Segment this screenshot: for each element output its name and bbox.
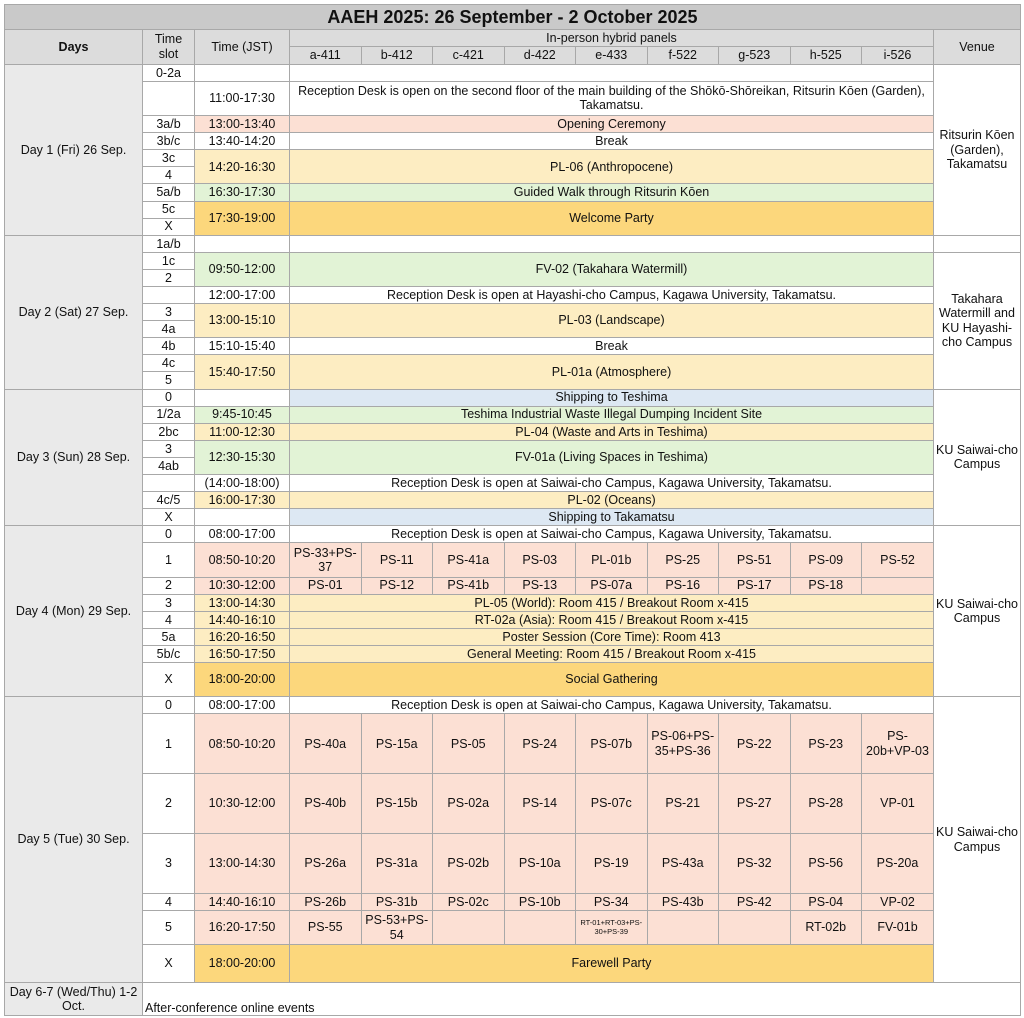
panel-cell: PL-01b (576, 543, 648, 577)
session-time: 14:40-16:10 (195, 893, 290, 910)
after-conference-events: After-conference online events (145, 1000, 315, 1015)
session-block (290, 64, 934, 81)
panel-cell: PS-43b (647, 893, 719, 910)
time-slot: X (143, 218, 195, 235)
session-time (195, 235, 290, 252)
panel-cell: PS-15a (361, 714, 433, 774)
panel-cell: PS-33+PS-37 (290, 543, 362, 577)
panel-cell: PS-27 (719, 774, 791, 834)
session-time: 11:00-17:30 (195, 81, 290, 115)
panel-cell: RT-02b (790, 910, 862, 944)
panel-cell: PS-01 (290, 577, 362, 594)
session-block: PL-06 (Anthropocene) (290, 150, 934, 184)
session-block: Break (290, 338, 934, 355)
session-time: 14:40-16:10 (195, 611, 290, 628)
panel-cell: VP-01 (862, 774, 934, 834)
schedule-table (4, 4, 1021, 1016)
session-time: 13:00-14:30 (195, 834, 290, 894)
panel-cell: PS-43a (647, 834, 719, 894)
panel-cell: PS-40a (290, 714, 362, 774)
time-slot: 0 (143, 526, 195, 543)
time-slot: X (143, 509, 195, 526)
session-time: 09:50-12:00 (195, 252, 290, 286)
session-time: 16:20-17:50 (195, 910, 290, 944)
panel-cell: PS-31b (361, 893, 433, 910)
session-time: 15:10-15:40 (195, 338, 290, 355)
time-slot: 5 (143, 372, 195, 389)
panel-cell: PS-11 (361, 543, 433, 577)
time-slot: 5 (143, 910, 195, 944)
panel-cell: PS-40b (290, 774, 362, 834)
session-block: Poster Session (Core Time): Room 413 (290, 628, 934, 645)
room-header-g-523: g-523 (719, 47, 791, 65)
panel-cell: PS-56 (790, 834, 862, 894)
time-slot: 2 (143, 774, 195, 834)
session-block: RT-02a (Asia): Room 415 / Breakout Room x-415 (290, 611, 934, 628)
time-slot: 2 (143, 269, 195, 286)
day-label: Day 4 (Mon) 29 Sep. (5, 526, 143, 697)
time-slot: 4ab (143, 457, 195, 474)
session-time (195, 509, 290, 526)
session-time: (14:00-18:00) (195, 475, 290, 492)
header-venue: Venue (934, 29, 1021, 64)
session-block: Reception Desk is open at Saiwai-cho Campus, Kagawa University, Takamatsu. (290, 697, 934, 714)
panel-cell: PS-14 (504, 774, 576, 834)
session-block: Welcome Party (290, 201, 934, 235)
session-time: 16:20-16:50 (195, 628, 290, 645)
time-slot: 3b/c (143, 133, 195, 150)
session-time: 12:30-15:30 (195, 440, 290, 474)
day-label: Day 5 (Tue) 30 Sep. (5, 697, 143, 983)
time-slot: 1 (143, 543, 195, 577)
session-block: FV-02 (Takahara Watermill) (290, 252, 934, 286)
time-slot: 3 (143, 594, 195, 611)
panel-cell: VP-02 (862, 893, 934, 910)
session-time: 16:00-17:30 (195, 492, 290, 509)
session-block: PL-04 (Waste and Arts in Teshima) (290, 423, 934, 440)
session-time: 13:00-14:30 (195, 594, 290, 611)
time-slot: 4 (143, 611, 195, 628)
panel-cell: PS-23 (790, 714, 862, 774)
time-slot: 2bc (143, 423, 195, 440)
room-header-a-411: a-411 (290, 47, 362, 65)
time-slot: 0 (143, 389, 195, 406)
panel-cell: PS-20a (862, 834, 934, 894)
time-slot: 5a (143, 628, 195, 645)
venue: Ritsurin Kōen (Garden), Takamatsu (934, 64, 1021, 235)
panel-cell: PS-10a (504, 834, 576, 894)
panel-cell: PS-51 (719, 543, 791, 577)
session-time: 10:30-12:00 (195, 577, 290, 594)
panel-cell: PS-15b (361, 774, 433, 834)
session-time: 18:00-20:00 (195, 945, 290, 983)
panel-cell: PS-06+PS-35+PS-36 (647, 714, 719, 774)
panel-cell: PS-41a (433, 543, 505, 577)
panel-cell: PS-53+PS-54 (361, 910, 433, 944)
venue: KU Saiwai-cho Campus (934, 526, 1021, 697)
panel-cell: PS-32 (719, 834, 791, 894)
time-slot (143, 286, 195, 303)
session-block: PL-05 (World): Room 415 / Breakout Room x-415 (290, 594, 934, 611)
venue: KU Saiwai-cho Campus (934, 697, 1021, 983)
session-time: 13:00-15:10 (195, 304, 290, 338)
day-label: Day 2 (Sat) 27 Sep. (5, 235, 143, 389)
panel-cell: PS-07b (576, 714, 648, 774)
panel-cell: PS-04 (790, 893, 862, 910)
session-time: 15:40-17:50 (195, 355, 290, 389)
panel-cell: PS-10b (504, 893, 576, 910)
panel-cell (647, 910, 719, 944)
session-block: General Meeting: Room 415 / Breakout Room x-415 (290, 645, 934, 662)
time-slot: 1c (143, 252, 195, 269)
venue: Takahara Watermill and KU Hayashi-cho Campus (934, 252, 1021, 389)
time-slot: 4c (143, 355, 195, 372)
panel-cell: PS-13 (504, 577, 576, 594)
panel-cell: FV-01b (862, 910, 934, 944)
time-slot: 1 (143, 714, 195, 774)
session-time: 18:00-20:00 (195, 663, 290, 697)
panel-cell (504, 910, 576, 944)
time-slot (143, 475, 195, 492)
time-slot: 4 (143, 167, 195, 184)
panel-cell: PS-03 (504, 543, 576, 577)
room-header-b-412: b-412 (361, 47, 433, 65)
session-time (195, 64, 290, 81)
footer-text (143, 982, 1021, 1015)
time-slot: 2 (143, 577, 195, 594)
session-time: 12:00-17:00 (195, 286, 290, 303)
time-slot (143, 81, 195, 115)
session-time: 17:30-19:00 (195, 201, 290, 235)
panel-cell: PS-55 (290, 910, 362, 944)
panel-cell: PS-02b (433, 834, 505, 894)
panel-cell: PS-28 (790, 774, 862, 834)
panel-cell: PS-41b (433, 577, 505, 594)
panel-cell: RT-01+RT-03+PS-30+PS-39 (576, 910, 648, 944)
time-slot: 3a/b (143, 116, 195, 133)
session-block: Reception Desk is open on the second floor of the main building of the Shōkō-Shōreikan, Ritsurin Kōen (Garden), Takamatsu. (290, 81, 934, 115)
panel-cell: PS-31a (361, 834, 433, 894)
session-block: Reception Desk is open at Saiwai-cho Campus, Kagawa University, Takamatsu. (290, 475, 934, 492)
session-time (195, 389, 290, 406)
session-block (290, 235, 934, 252)
time-slot: 1a/b (143, 235, 195, 252)
header-panels: In-person hybrid panels (290, 29, 934, 47)
footer-day-label: Day 6-7 (Wed/Thu) 1-2 Oct. (5, 982, 143, 1015)
panel-cell: PS-17 (719, 577, 791, 594)
panel-cell: PS-52 (862, 543, 934, 577)
session-block: Shipping to Teshima (290, 389, 934, 406)
time-slot: 4 (143, 893, 195, 910)
panel-cell: PS-05 (433, 714, 505, 774)
panel-cell: PS-20b+VP-03 (862, 714, 934, 774)
time-slot: 3 (143, 304, 195, 321)
session-block: PL-01a (Atmosphere) (290, 355, 934, 389)
room-header-h-525: h-525 (790, 47, 862, 65)
panel-cell: PS-19 (576, 834, 648, 894)
time-slot: 1/2a (143, 406, 195, 423)
panel-cell: PS-16 (647, 577, 719, 594)
session-time: 10:30-12:00 (195, 774, 290, 834)
time-slot: 4c/5 (143, 492, 195, 509)
session-time: 13:40-14:20 (195, 133, 290, 150)
header-time-slot: Time slot (143, 29, 195, 64)
panel-cell: PS-34 (576, 893, 648, 910)
session-time: 08:00-17:00 (195, 526, 290, 543)
panel-cell (719, 910, 791, 944)
panel-cell: PS-02c (433, 893, 505, 910)
session-block: Guided Walk through Ritsurin Kōen (290, 184, 934, 201)
time-slot: X (143, 663, 195, 697)
time-slot: 4a (143, 321, 195, 338)
day-label: Day 3 (Sun) 28 Sep. (5, 389, 143, 526)
session-time: 9:45-10:45 (195, 406, 290, 423)
room-header-f-522: f-522 (647, 47, 719, 65)
session-block: Farewell Party (290, 945, 934, 983)
panel-cell: PS-21 (647, 774, 719, 834)
session-time: 08:50-10:20 (195, 714, 290, 774)
time-slot: 0 (143, 697, 195, 714)
schedule-title: AAEH 2025: 26 September - 2 October 2025 (5, 5, 1021, 30)
panel-cell: PS-12 (361, 577, 433, 594)
session-time: 08:00-17:00 (195, 697, 290, 714)
time-slot: 0-2a (143, 64, 195, 81)
time-slot: 3 (143, 440, 195, 457)
panel-cell: PS-42 (719, 893, 791, 910)
session-block: Opening Ceremony (290, 116, 934, 133)
venue-blank (934, 235, 1021, 252)
session-block: Teshima Industrial Waste Illegal Dumping Incident Site (290, 406, 934, 423)
panel-cell: PS-26b (290, 893, 362, 910)
session-block: Reception Desk is open at Hayashi-cho Campus, Kagawa University, Takamatsu. (290, 286, 934, 303)
session-time: 16:50-17:50 (195, 645, 290, 662)
session-time: 16:30-17:30 (195, 184, 290, 201)
panel-cell: PS-02a (433, 774, 505, 834)
header-time: Time (JST) (195, 29, 290, 64)
panel-cell: PS-24 (504, 714, 576, 774)
session-block: Social Gathering (290, 663, 934, 697)
time-slot: 3c (143, 150, 195, 167)
session-block: PL-03 (Landscape) (290, 304, 934, 338)
room-header-d-422: d-422 (504, 47, 576, 65)
panel-cell: PS-07a (576, 577, 648, 594)
panel-cell: PS-07c (576, 774, 648, 834)
session-time: 08:50-10:20 (195, 543, 290, 577)
panel-cell: PS-22 (719, 714, 791, 774)
panel-cell: PS-09 (790, 543, 862, 577)
venue: KU Saiwai-cho Campus (934, 389, 1021, 526)
time-slot: 3 (143, 834, 195, 894)
room-header-e-433: e-433 (576, 47, 648, 65)
day-label: Day 1 (Fri) 26 Sep. (5, 64, 143, 235)
panel-cell: PS-26a (290, 834, 362, 894)
session-block: PL-02 (Oceans) (290, 492, 934, 509)
time-slot: X (143, 945, 195, 983)
time-slot: 5a/b (143, 184, 195, 201)
header-days: Days (5, 29, 143, 64)
session-time: 11:00-12:30 (195, 423, 290, 440)
panel-cell: PS-18 (790, 577, 862, 594)
session-block: FV-01a (Living Spaces in Teshima) (290, 440, 934, 474)
panel-cell (862, 577, 934, 594)
time-slot: 5b/c (143, 645, 195, 662)
panel-cell (433, 910, 505, 944)
room-header-i-526: i-526 (862, 47, 934, 65)
session-block: Shipping to Takamatsu (290, 509, 934, 526)
panel-cell: PS-25 (647, 543, 719, 577)
time-slot: 5c (143, 201, 195, 218)
session-block: Break (290, 133, 934, 150)
room-header-c-421: c-421 (433, 47, 505, 65)
session-time: 13:00-13:40 (195, 116, 290, 133)
time-slot: 4b (143, 338, 195, 355)
session-block: Reception Desk is open at Saiwai-cho Campus, Kagawa University, Takamatsu. (290, 526, 934, 543)
session-time: 14:20-16:30 (195, 150, 290, 184)
